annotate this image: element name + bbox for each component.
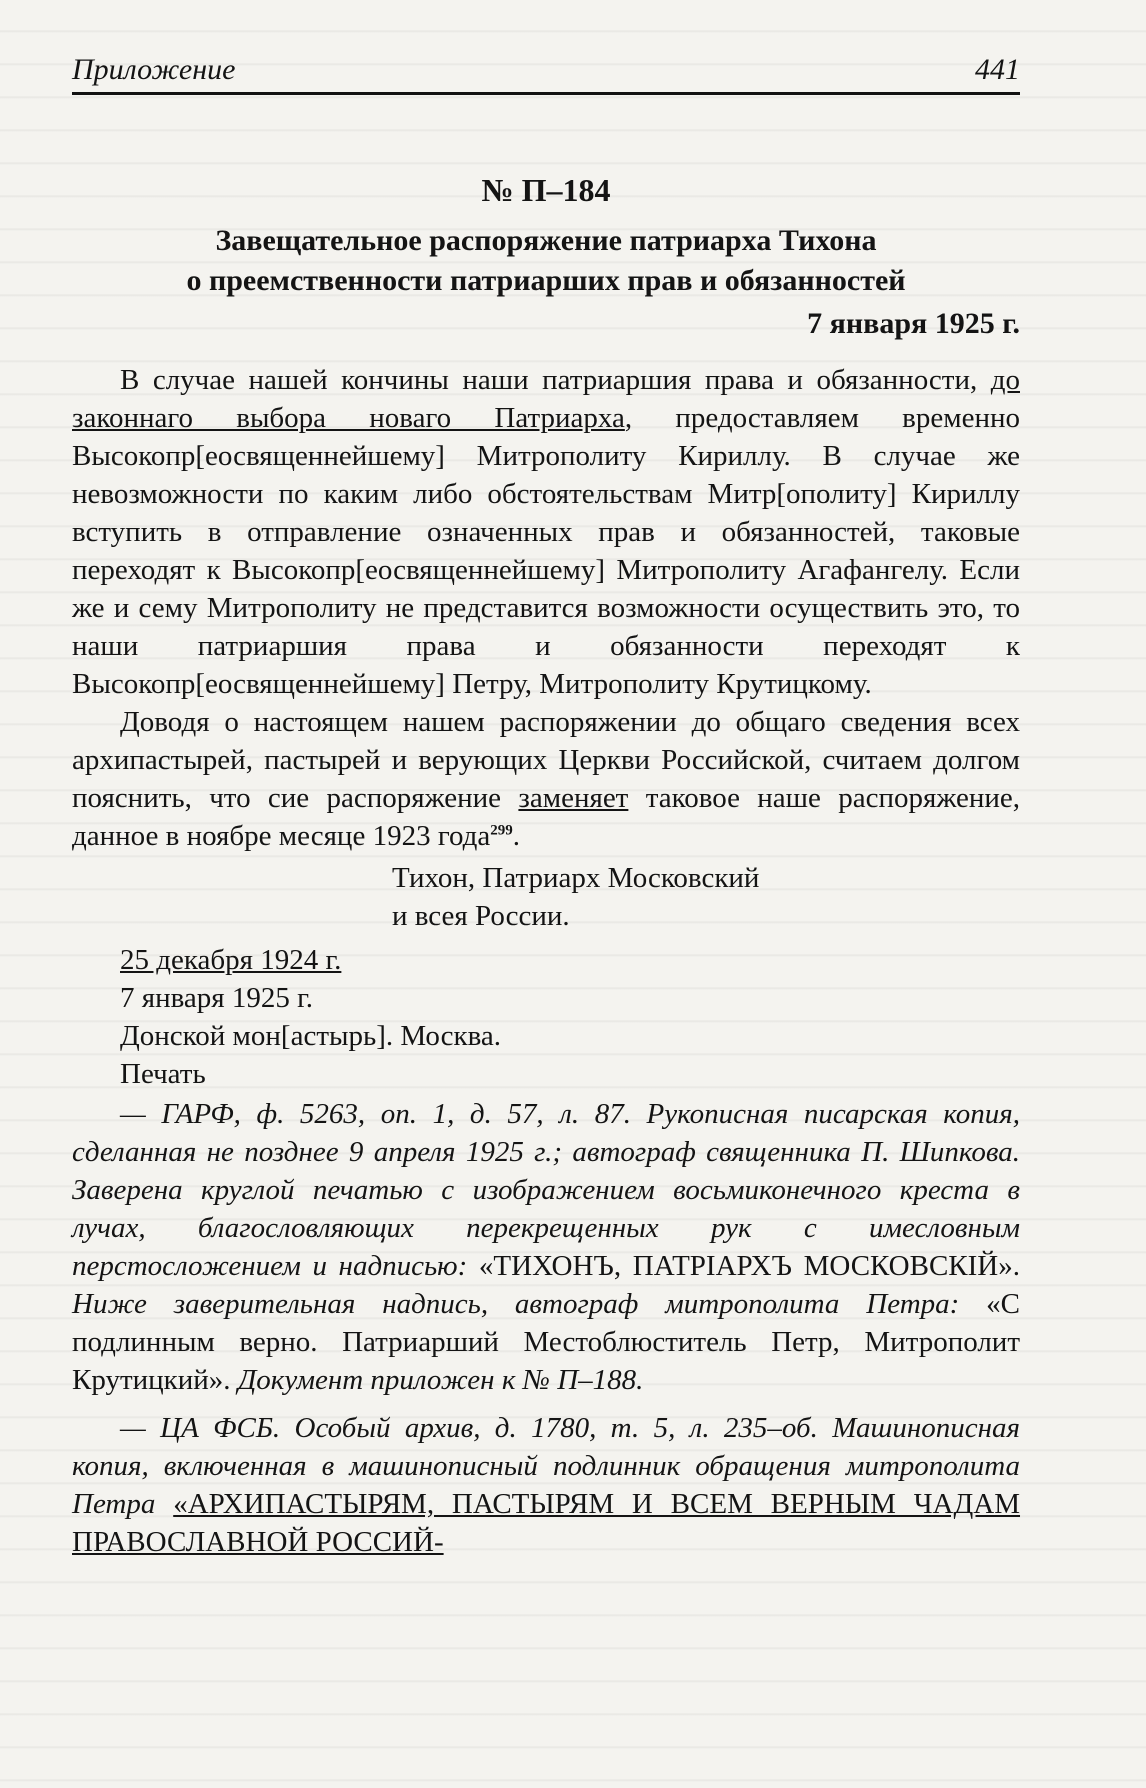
p2-end: .	[512, 820, 521, 852]
running-header	[72, 46, 1020, 95]
p1-text-b: , предоставляем временно Высокопр[еосвященнейшему] Митрополиту Кириллу. В случае же невозможности по каким либо обстоятельствам Митр[ополиту] Кириллу вступить в отправление означенных прав и обязанностей, таковые переходят к Высокопр[еосвященнейшему] Митрополиту Агафангелу. Если же и сему Митрополиту не представится возможности осуществить это, то наши патриаршия права и обязанности переходят к Высокопр[еосвященнейшему] Петру, Митрополиту Крутицкому.	[72, 402, 1020, 700]
s1-italic-2: Ниже заверительная надпись, автограф митрополита Петра:	[72, 1288, 987, 1320]
signature-line-1: Тихон, Патриарх Московский	[392, 862, 760, 894]
meta-place: Донской мон[астырь]. Москва.	[120, 1020, 502, 1052]
source-note-2	[72, 1409, 1020, 1561]
main-content	[72, 148, 1020, 1571]
signature-line-2: и всея России.	[392, 900, 570, 932]
document-title	[72, 221, 1020, 301]
p1-underlined: до законнаго выбора новаго Патриарха	[72, 364, 1020, 434]
meta-date-1: 25 декабря 1924 г.	[120, 944, 342, 976]
footnote-marker: 299	[490, 822, 513, 839]
meta-date-2: 7 января 1925 г.	[120, 982, 314, 1014]
document-number: № П–184	[481, 172, 611, 208]
s1-plain-2: «С подлинным верно. Патриарший Местоблюститель Петр, Митрополит Крутицкий».	[72, 1288, 1020, 1396]
meta-seal: Печать	[120, 1058, 206, 1090]
p2-text-b: таковое наше распоряжение, данное в ноябре месяце 1923 года	[72, 782, 1021, 852]
s2-italic: — ЦА ФСБ. Особый архив, д. 1780, т. 5, л. 235–об. Машинописная копия, включенная в машинописный подлинник обращения митрополита Петра	[72, 1412, 1020, 1520]
signature-block	[392, 859, 1020, 935]
title-line-1: Завещательное распоряжение патриарха Тихона	[215, 224, 877, 257]
section-label: Приложение	[72, 53, 236, 86]
s1-italic: — ГАРФ, ф. 5263, оп. 1, д. 57, л. 87. Рукописная писарская копия, сделанная не позднее 9 апреля 1925 г.; автограф священника П. Шипкова. Заверена круглой печатью с изображением восьмиконечного креста в лучах, благословляющих перекрещенных рук с имесловным перстосложением и надписью:	[72, 1098, 1020, 1282]
paragraph-2	[72, 703, 1020, 855]
p2-underlined: заменяет	[518, 782, 629, 814]
s1-italic-3: Документ приложен к № П–188.	[230, 1364, 644, 1396]
title-line-2: о преемственности патриарших прав и обязанностей	[186, 264, 906, 297]
source-notes	[72, 1095, 1020, 1561]
document-meta	[120, 941, 1020, 1093]
p2-text-a: Доводя о настоящем нашем распоряжении до общаго сведения всех архипастырей, пастырей и верующих Церкви Российской, считаем долгом пояснить, что сие распоряжение	[72, 706, 1020, 814]
s1-plain: «ТИХОНЪ, ПАТРIАРХЪ МОСКОВСКIЙ».	[478, 1250, 1020, 1282]
document-date: 7 января 1925 г.	[807, 307, 1020, 340]
s2-plain: «АРХИПАСТЫРЯМ, ПАСТЫРЯМ И ВСЕМ ВЕРНЫМ ЧАДАМ ПРАВОСЛАВНОЙ РОССИЙ-	[72, 1488, 1021, 1558]
source-note-1	[72, 1095, 1020, 1399]
p1-text-a: В случае нашей кончины наши патриаршия права и обязанности,	[120, 364, 991, 396]
page-number: 441	[975, 53, 1020, 86]
paragraph-1	[72, 361, 1020, 703]
document-body	[72, 361, 1020, 855]
